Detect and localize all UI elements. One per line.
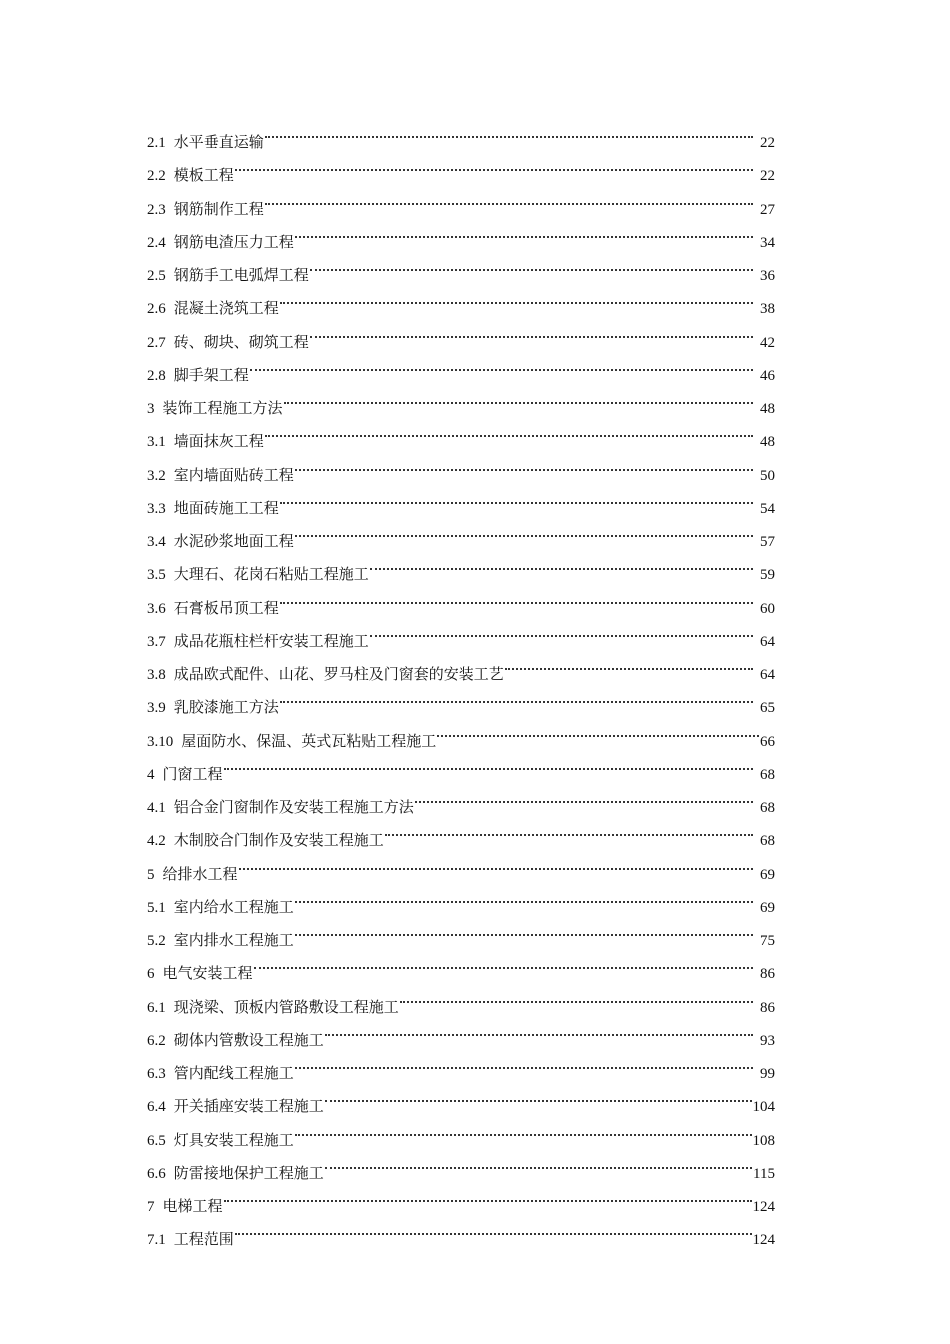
toc-entry-title: 大理石、花岗石粘贴工程施工 bbox=[173, 565, 369, 584]
toc-entry-page: 66 bbox=[760, 733, 775, 750]
toc-entry[interactable] bbox=[147, 986, 775, 1019]
toc-entry-title: 室内墙面贴砖工程 bbox=[173, 465, 294, 484]
toc-entry-number: 4 bbox=[147, 766, 155, 783]
toc-entry-number: 3.5 bbox=[147, 567, 166, 584]
toc-entry-number: 6.3 bbox=[147, 1066, 166, 1082]
toc-entry[interactable] bbox=[147, 786, 775, 819]
toc-entry-page: 124 bbox=[752, 1232, 775, 1249]
toc-dot-leader bbox=[279, 287, 754, 313]
toc-entry[interactable] bbox=[147, 188, 775, 221]
toc-entry-number: 5.2 bbox=[147, 933, 166, 949]
toc-entry-number: 4.1 bbox=[147, 800, 166, 816]
toc-entry[interactable] bbox=[147, 753, 775, 786]
toc-dot-leader bbox=[324, 1152, 753, 1178]
table-of-contents bbox=[147, 121, 775, 1252]
toc-dot-leader bbox=[279, 487, 754, 513]
toc-entry-number: 2.4 bbox=[147, 234, 166, 251]
toc-entry-page: 68 bbox=[760, 766, 775, 783]
toc-entry[interactable] bbox=[147, 620, 775, 653]
toc-entry-number: 2.6 bbox=[147, 301, 166, 318]
toc-entry[interactable] bbox=[147, 254, 775, 287]
toc-entry-page: 124 bbox=[752, 1199, 775, 1215]
toc-entry-number: 6.5 bbox=[147, 1132, 166, 1149]
toc-entry-title: 成品欧式配件、山花、罗马柱及门窗套的安装工艺 bbox=[173, 665, 504, 683]
toc-dot-leader bbox=[234, 154, 754, 180]
toc-entry-page: 93 bbox=[760, 1032, 775, 1049]
toc-entry-title: 水平垂直运输 bbox=[173, 133, 264, 151]
toc-entry[interactable] bbox=[147, 1019, 775, 1052]
toc-entry-title: 砌体内管敷设工程施工 bbox=[173, 1030, 324, 1049]
toc-entry-page: 34 bbox=[760, 234, 775, 251]
toc-entry[interactable] bbox=[147, 1152, 775, 1185]
toc-entry-number: 4.2 bbox=[147, 833, 166, 850]
toc-entry-number: 3.10 bbox=[147, 733, 174, 750]
toc-entry-title: 墙面抹灰工程 bbox=[173, 432, 264, 451]
toc-entry-page: 99 bbox=[760, 1066, 775, 1082]
toc-entry-title: 现浇梁、顶板内管路敷设工程施工 bbox=[173, 997, 399, 1016]
toc-entry-title: 钢筋电渣压力工程 bbox=[173, 232, 294, 251]
toc-entry[interactable] bbox=[147, 1185, 775, 1218]
toc-dot-leader bbox=[309, 321, 754, 347]
toc-entry-title: 屋面防水、保温、英式瓦粘贴工程施工 bbox=[181, 731, 437, 750]
toc-entry-title: 水泥砂浆地面工程 bbox=[173, 532, 294, 550]
toc-entry-page: 36 bbox=[760, 268, 775, 284]
toc-entry-page: 22 bbox=[760, 168, 775, 185]
toc-entry-page: 46 bbox=[760, 367, 775, 384]
toc-entry-title: 钢筋手工电弧焊工程 bbox=[173, 266, 309, 284]
toc-entry[interactable] bbox=[147, 1085, 775, 1118]
toc-entry-title: 成品花瓶柱栏杆安装工程施工 bbox=[173, 631, 369, 650]
toc-entry-number: 2.5 bbox=[147, 268, 166, 284]
toc-entry-number: 3.6 bbox=[147, 600, 166, 617]
toc-entry[interactable] bbox=[147, 686, 775, 719]
toc-entry[interactable] bbox=[147, 387, 775, 420]
toc-entry-title: 开关插座安装工程施工 bbox=[173, 1097, 324, 1116]
toc-dot-leader bbox=[283, 387, 754, 413]
toc-entry-title: 脚手架工程 bbox=[173, 365, 249, 384]
toc-entry[interactable] bbox=[147, 154, 775, 187]
toc-dot-leader bbox=[294, 886, 754, 912]
toc-entry-page: 75 bbox=[760, 933, 775, 949]
toc-entry-title: 门窗工程 bbox=[162, 764, 223, 783]
toc-entry[interactable] bbox=[147, 853, 775, 886]
toc-entry-title: 混凝土浇筑工程 bbox=[173, 299, 279, 318]
toc-entry-title: 钢筋制作工程 bbox=[173, 199, 264, 218]
toc-entry-title: 电梯工程 bbox=[162, 1197, 223, 1215]
toc-entry-page: 60 bbox=[760, 600, 775, 617]
toc-entry-title: 石膏板吊顶工程 bbox=[173, 598, 279, 617]
toc-entry-page: 48 bbox=[760, 434, 775, 451]
toc-dot-leader bbox=[223, 753, 754, 779]
toc-entry[interactable] bbox=[147, 1052, 775, 1085]
toc-entry-page: 59 bbox=[760, 567, 775, 584]
toc-entry-title: 工程范围 bbox=[173, 1230, 234, 1249]
toc-entry-title: 铝合金门窗制作及安装工程施工方法 bbox=[173, 798, 414, 816]
toc-entry-page: 48 bbox=[760, 401, 775, 417]
toc-entry-number: 2.2 bbox=[147, 168, 166, 185]
toc-dot-leader bbox=[253, 952, 754, 978]
toc-dot-leader bbox=[504, 653, 754, 679]
toc-entry[interactable] bbox=[147, 1119, 775, 1152]
toc-entry[interactable] bbox=[147, 952, 775, 985]
toc-entry[interactable] bbox=[147, 321, 775, 354]
toc-entry-number: 6.6 bbox=[147, 1165, 166, 1182]
toc-entry-number: 3.3 bbox=[147, 500, 166, 517]
toc-entry[interactable] bbox=[147, 819, 775, 852]
toc-entry-page: 86 bbox=[760, 966, 775, 983]
toc-entry-page: 64 bbox=[760, 667, 775, 683]
toc-entry-title: 室内给水工程施工 bbox=[173, 897, 294, 916]
toc-entry-page: 68 bbox=[760, 800, 775, 816]
toc-entry-title: 管内配线工程施工 bbox=[173, 1064, 294, 1082]
toc-entry-page: 27 bbox=[760, 201, 775, 218]
toc-entry-number: 3.9 bbox=[147, 700, 166, 717]
toc-entry-number: 2.1 bbox=[147, 135, 166, 151]
toc-entry-number: 7 bbox=[147, 1199, 155, 1215]
toc-entry-title: 装饰工程施工方法 bbox=[162, 399, 283, 417]
toc-entry-number: 3.8 bbox=[147, 667, 166, 683]
toc-entry-number: 3.4 bbox=[147, 534, 166, 550]
toc-entry[interactable] bbox=[147, 1218, 775, 1251]
toc-dot-leader bbox=[264, 188, 754, 214]
toc-dot-leader bbox=[234, 1218, 753, 1244]
toc-entry-number: 3.7 bbox=[147, 633, 166, 650]
toc-entry[interactable] bbox=[147, 454, 775, 487]
toc-dot-leader bbox=[436, 720, 760, 746]
toc-entry-page: 38 bbox=[760, 301, 775, 318]
toc-entry-page: 42 bbox=[760, 334, 775, 351]
toc-dot-leader bbox=[324, 1019, 754, 1045]
toc-entry-title: 模板工程 bbox=[173, 166, 234, 185]
toc-entry[interactable] bbox=[147, 720, 775, 753]
toc-dot-leader bbox=[294, 520, 754, 546]
toc-entry-page: 54 bbox=[760, 500, 775, 517]
toc-entry[interactable] bbox=[147, 587, 775, 620]
toc-entry-title: 地面砖施工工程 bbox=[173, 498, 279, 517]
toc-entry[interactable] bbox=[147, 919, 775, 952]
toc-dot-leader bbox=[369, 620, 754, 646]
toc-entry-number: 3.1 bbox=[147, 434, 166, 451]
toc-entry-title: 室内排水工程施工 bbox=[173, 931, 294, 949]
toc-entry-page: 22 bbox=[760, 135, 775, 151]
toc-entry-page: 65 bbox=[760, 700, 775, 717]
toc-entry-number: 6.1 bbox=[147, 999, 166, 1016]
toc-dot-leader bbox=[294, 919, 754, 945]
toc-entry-title: 乳胶漆施工方法 bbox=[173, 698, 279, 717]
toc-entry-title: 砖、砌块、砌筑工程 bbox=[173, 332, 309, 351]
toc-entry-page: 50 bbox=[760, 467, 775, 484]
toc-entry-title: 灯具安装工程施工 bbox=[173, 1130, 294, 1149]
toc-dot-leader bbox=[279, 686, 754, 712]
toc-entry-page: 104 bbox=[752, 1099, 775, 1116]
toc-entry[interactable] bbox=[147, 886, 775, 919]
toc-entry-page: 69 bbox=[760, 866, 775, 883]
toc-entry[interactable] bbox=[147, 653, 775, 686]
toc-entry-number: 2.7 bbox=[147, 334, 166, 351]
toc-dot-leader bbox=[399, 986, 754, 1012]
toc-entry-number: 2.8 bbox=[147, 367, 166, 384]
toc-entry[interactable] bbox=[147, 553, 775, 586]
toc-dot-leader bbox=[223, 1185, 753, 1211]
toc-entry-page: 108 bbox=[752, 1132, 775, 1149]
toc-entry-number: 5.1 bbox=[147, 899, 166, 916]
toc-dot-leader bbox=[294, 1052, 754, 1078]
toc-entry[interactable] bbox=[147, 487, 775, 520]
toc-entry-title: 电气安装工程 bbox=[162, 964, 253, 983]
toc-dot-leader bbox=[294, 221, 754, 247]
toc-entry-title: 木制胶合门制作及安装工程施工 bbox=[173, 831, 384, 850]
toc-entry-number: 6 bbox=[147, 966, 155, 983]
toc-dot-leader bbox=[249, 354, 754, 380]
toc-dot-leader bbox=[324, 1085, 753, 1111]
toc-entry-title: 给排水工程 bbox=[162, 864, 238, 883]
toc-entry-number: 7.1 bbox=[147, 1232, 166, 1249]
toc-entry-title: 防雷接地保护工程施工 bbox=[173, 1163, 324, 1182]
toc-dot-leader bbox=[264, 121, 754, 147]
toc-entry-number: 6.2 bbox=[147, 1032, 166, 1049]
toc-entry[interactable] bbox=[147, 287, 775, 320]
toc-entry[interactable] bbox=[147, 221, 775, 254]
toc-entry-page: 115 bbox=[753, 1165, 775, 1182]
toc-entry[interactable] bbox=[147, 354, 775, 387]
toc-entry-number: 3 bbox=[147, 401, 155, 417]
toc-entry[interactable] bbox=[147, 520, 775, 553]
toc-dot-leader bbox=[238, 853, 754, 879]
toc-entry-number: 3.2 bbox=[147, 467, 166, 484]
toc-entry-number: 6.4 bbox=[147, 1099, 166, 1116]
toc-dot-leader bbox=[294, 1119, 753, 1145]
toc-entry-page: 64 bbox=[760, 633, 775, 650]
toc-entry-page: 69 bbox=[760, 899, 775, 916]
toc-dot-leader bbox=[294, 454, 754, 480]
toc-dot-leader bbox=[414, 786, 754, 812]
toc-entry-number: 2.3 bbox=[147, 201, 166, 218]
toc-dot-leader bbox=[309, 254, 754, 280]
toc-entry-page: 86 bbox=[760, 999, 775, 1016]
toc-dot-leader bbox=[384, 819, 754, 845]
toc-dot-leader bbox=[279, 587, 754, 613]
toc-entry[interactable] bbox=[147, 420, 775, 453]
toc-entry-page: 68 bbox=[760, 833, 775, 850]
toc-entry[interactable] bbox=[147, 121, 775, 154]
toc-dot-leader bbox=[369, 553, 754, 579]
toc-entry-page: 57 bbox=[760, 534, 775, 550]
toc-entry-number: 5 bbox=[147, 866, 155, 883]
toc-dot-leader bbox=[264, 420, 754, 446]
